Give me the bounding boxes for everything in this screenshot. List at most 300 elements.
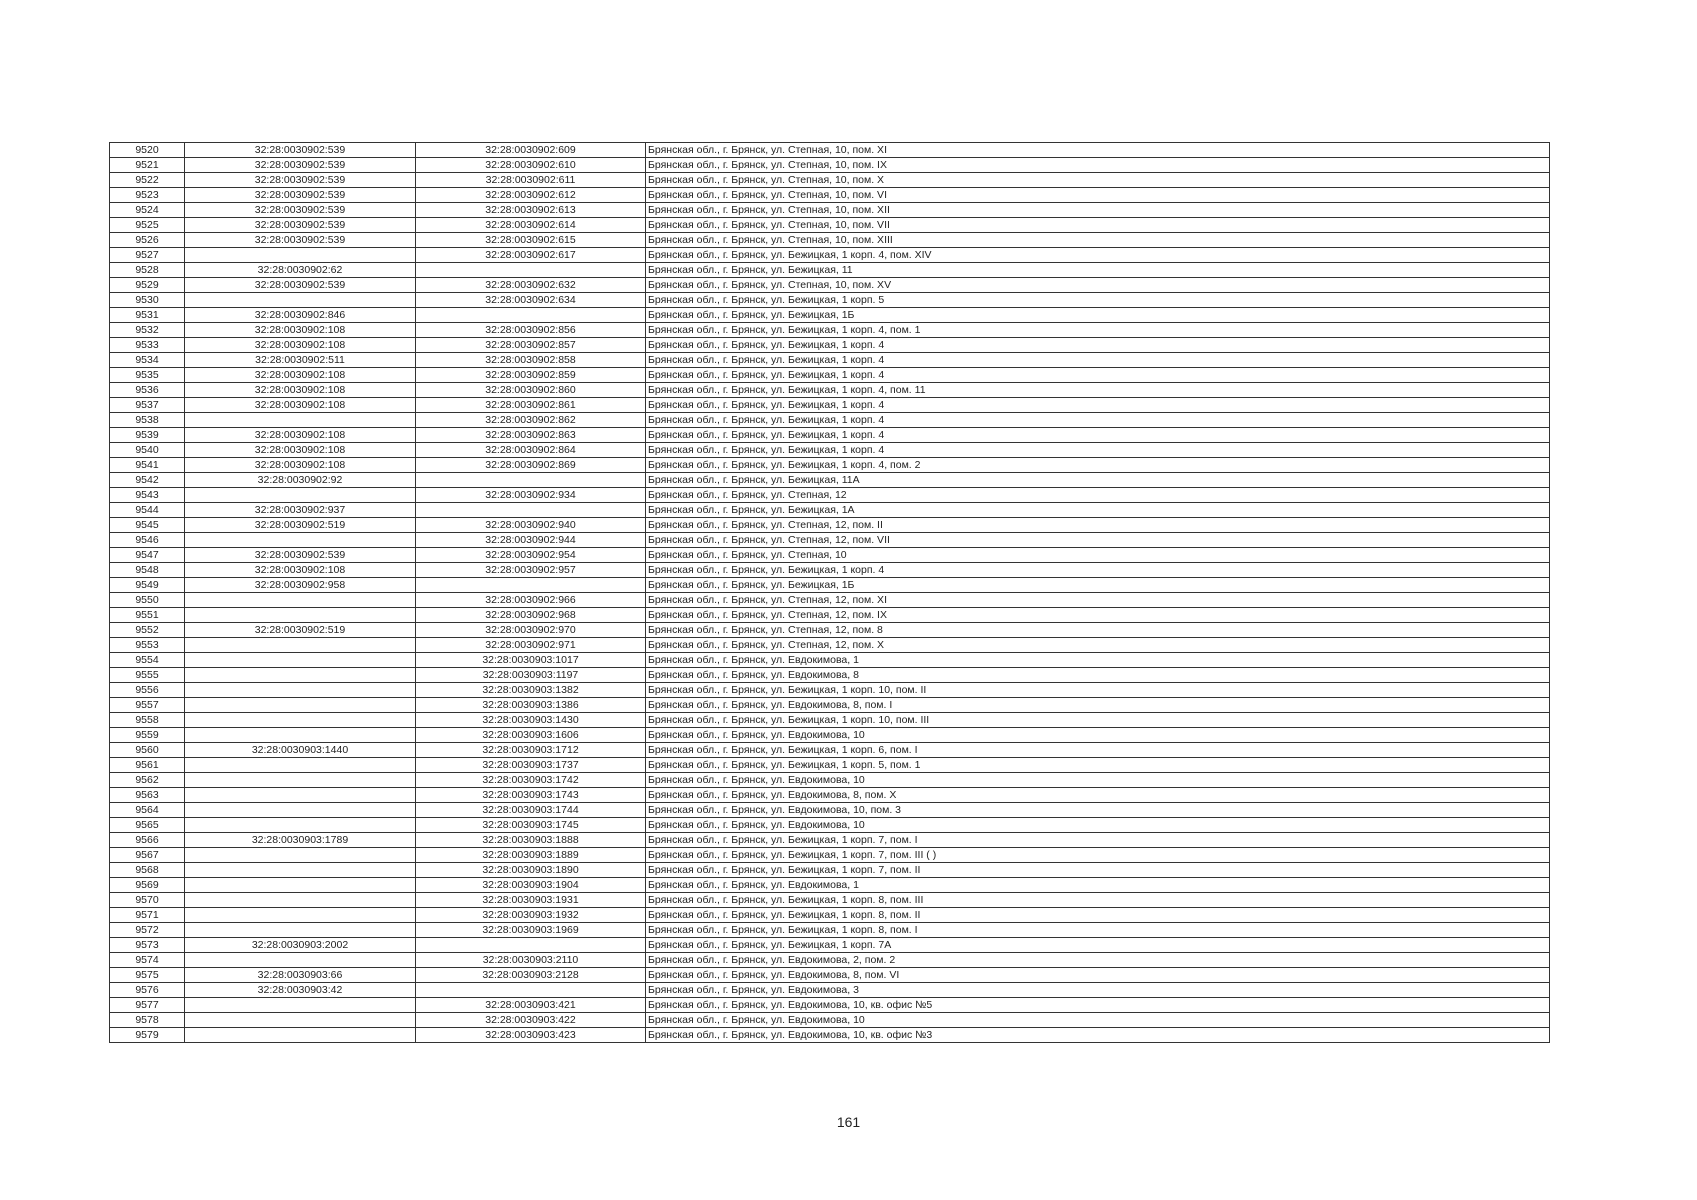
parent-cadastral-number-cell: 32:28:0030902:108 [185,563,416,578]
table-row [110,443,1550,458]
cadastral-number-cell: 32:28:0030903:1737 [416,758,646,773]
address-cell: Брянская обл., г. Брянск, ул. Бежицкая, 1 корп. 10, пом. II [646,683,1550,698]
parent-cadastral-number-cell: 32:28:0030903:1440 [185,743,416,758]
cadastral-number-cell: 32:28:0030903:1017 [416,653,646,668]
table-row [110,728,1550,743]
parent-cadastral-number-cell [185,728,416,743]
address-cell: Брянская обл., г. Брянск, ул. Степная, 10, пом. XIII [646,233,1550,248]
row-number-cell: 9571 [110,908,185,923]
cadastral-number-cell: 32:28:0030903:1712 [416,743,646,758]
parent-cadastral-number-cell: 32:28:0030902:846 [185,308,416,323]
cadastral-number-cell: 32:28:0030902:614 [416,218,646,233]
property-table [109,142,1550,1043]
address-cell: Брянская обл., г. Брянск, ул. Бежицкая, 1 корп. 5 [646,293,1550,308]
table-row [110,938,1550,953]
row-number-cell: 9522 [110,173,185,188]
table-row [110,413,1550,428]
table-row [110,698,1550,713]
address-cell: Брянская обл., г. Брянск, ул. Евдокимова, 2, пом. 2 [646,953,1550,968]
table-row [110,1013,1550,1028]
parent-cadastral-number-cell: 32:28:0030903:42 [185,983,416,998]
parent-cadastral-number-cell [185,908,416,923]
table-row [110,953,1550,968]
address-cell: Брянская обл., г. Брянск, ул. Бежицкая, 1 корп. 4 [646,443,1550,458]
cadastral-number-cell: 32:28:0030902:609 [416,143,646,158]
row-number-cell: 9574 [110,953,185,968]
parent-cadastral-number-cell: 32:28:0030902:539 [185,158,416,173]
table-row [110,1028,1550,1043]
row-number-cell: 9545 [110,518,185,533]
cadastral-number-cell [416,938,646,953]
parent-cadastral-number-cell: 32:28:0030903:1789 [185,833,416,848]
parent-cadastral-number-cell [185,848,416,863]
row-number-cell: 9526 [110,233,185,248]
table-row [110,878,1550,893]
address-cell: Брянская обл., г. Брянск, ул. Степная, 12, пом. IX [646,608,1550,623]
parent-cadastral-number-cell: 32:28:0030902:539 [185,548,416,563]
table-row [110,488,1550,503]
row-number-cell: 9570 [110,893,185,908]
row-number-cell: 9525 [110,218,185,233]
row-number-cell: 9549 [110,578,185,593]
table-row [110,638,1550,653]
table-row [110,563,1550,578]
parent-cadastral-number-cell [185,683,416,698]
table-row [110,548,1550,563]
address-cell: Брянская обл., г. Брянск, ул. Евдокимова, 10, кв. офис №5 [646,998,1550,1013]
cadastral-number-cell: 32:28:0030902:612 [416,188,646,203]
cadastral-number-cell [416,308,646,323]
row-number-cell: 9530 [110,293,185,308]
table-row [110,233,1550,248]
cadastral-number-cell: 32:28:0030902:615 [416,233,646,248]
row-number-cell: 9560 [110,743,185,758]
table-row [110,803,1550,818]
address-cell: Брянская обл., г. Брянск, ул. Евдокимова, 10, кв. офис №3 [646,1028,1550,1043]
cadastral-number-cell: 32:28:0030903:1197 [416,668,646,683]
row-number-cell: 9534 [110,353,185,368]
row-number-cell: 9533 [110,338,185,353]
row-number-cell: 9558 [110,713,185,728]
parent-cadastral-number-cell [185,713,416,728]
row-number-cell: 9541 [110,458,185,473]
table-row [110,653,1550,668]
table-row [110,743,1550,758]
cadastral-number-cell: 32:28:0030902:966 [416,593,646,608]
parent-cadastral-number-cell: 32:28:0030902:539 [185,203,416,218]
cadastral-number-cell: 32:28:0030902:968 [416,608,646,623]
address-cell: Брянская обл., г. Брянск, ул. Степная, 12, пом. X [646,638,1550,653]
cadastral-number-cell [416,263,646,278]
parent-cadastral-number-cell: 32:28:0030902:958 [185,578,416,593]
row-number-cell: 9540 [110,443,185,458]
cadastral-number-cell: 32:28:0030902:869 [416,458,646,473]
address-cell: Брянская обл., г. Брянск, ул. Степная, 12, пом. VII [646,533,1550,548]
row-number-cell: 9576 [110,983,185,998]
parent-cadastral-number-cell [185,293,416,308]
cadastral-number-cell: 32:28:0030903:422 [416,1013,646,1028]
row-number-cell: 9548 [110,563,185,578]
parent-cadastral-number-cell [185,818,416,833]
cadastral-number-cell: 32:28:0030902:856 [416,323,646,338]
address-cell: Брянская обл., г. Брянск, ул. Евдокимова, 1 [646,653,1550,668]
cadastral-number-cell [416,578,646,593]
row-number-cell: 9552 [110,623,185,638]
parent-cadastral-number-cell [185,668,416,683]
cadastral-number-cell: 32:28:0030903:1888 [416,833,646,848]
table-row [110,353,1550,368]
address-cell: Брянская обл., г. Брянск, ул. Бежицкая, 1 корп. 4, пом. 1 [646,323,1550,338]
cadastral-number-cell: 32:28:0030902:859 [416,368,646,383]
table-row [110,998,1550,1013]
parent-cadastral-number-cell: 32:28:0030902:108 [185,338,416,353]
row-number-cell: 9547 [110,548,185,563]
cadastral-number-cell: 32:28:0030902:613 [416,203,646,218]
cadastral-number-cell: 32:28:0030902:970 [416,623,646,638]
cadastral-number-cell: 32:28:0030903:423 [416,1028,646,1043]
table-row [110,473,1550,488]
row-number-cell: 9521 [110,158,185,173]
address-cell: Брянская обл., г. Брянск, ул. Евдокимова, 10 [646,773,1550,788]
parent-cadastral-number-cell: 32:28:0030902:539 [185,218,416,233]
table-row [110,908,1550,923]
cadastral-number-cell [416,503,646,518]
address-cell: Брянская обл., г. Брянск, ул. Евдокимова, 10 [646,728,1550,743]
address-cell: Брянская обл., г. Брянск, ул. Бежицкая, 1 корп. 4 [646,413,1550,428]
table-row [110,923,1550,938]
table-row [110,983,1550,998]
table-row [110,203,1550,218]
row-number-cell: 9569 [110,878,185,893]
address-cell: Брянская обл., г. Брянск, ул. Степная, 10 [646,548,1550,563]
row-number-cell: 9559 [110,728,185,743]
cadastral-number-cell: 32:28:0030902:957 [416,563,646,578]
row-number-cell: 9542 [110,473,185,488]
parent-cadastral-number-cell [185,533,416,548]
cadastral-number-cell [416,983,646,998]
parent-cadastral-number-cell [185,1013,416,1028]
cadastral-number-cell: 32:28:0030903:1744 [416,803,646,818]
table-row [110,893,1550,908]
parent-cadastral-number-cell [185,953,416,968]
address-cell: Брянская обл., г. Брянск, ул. Бежицкая, 1Б [646,308,1550,323]
table-row [110,668,1550,683]
address-cell: Брянская обл., г. Брянск, ул. Бежицкая, 1 корп. 5, пом. 1 [646,758,1550,773]
table-row [110,968,1550,983]
table-row [110,533,1550,548]
parent-cadastral-number-cell: 32:28:0030902:539 [185,233,416,248]
cadastral-number-cell: 32:28:0030903:1742 [416,773,646,788]
parent-cadastral-number-cell: 32:28:0030903:2002 [185,938,416,953]
cadastral-number-cell: 32:28:0030903:421 [416,998,646,1013]
parent-cadastral-number-cell [185,413,416,428]
cadastral-number-cell: 32:28:0030903:1743 [416,788,646,803]
parent-cadastral-number-cell: 32:28:0030902:937 [185,503,416,518]
address-cell: Брянская обл., г. Брянск, ул. Бежицкая, 1А [646,503,1550,518]
parent-cadastral-number-cell: 32:28:0030902:108 [185,368,416,383]
parent-cadastral-number-cell [185,923,416,938]
table-row [110,863,1550,878]
table-row [110,818,1550,833]
table-row [110,608,1550,623]
parent-cadastral-number-cell: 32:28:0030902:511 [185,353,416,368]
table-row [110,188,1550,203]
table-row [110,428,1550,443]
cadastral-number-cell: 32:28:0030902:944 [416,533,646,548]
address-cell: Брянская обл., г. Брянск, ул. Степная, 10, пом. X [646,173,1550,188]
row-number-cell: 9575 [110,968,185,983]
row-number-cell: 9527 [110,248,185,263]
parent-cadastral-number-cell [185,638,416,653]
address-cell: Брянская обл., г. Брянск, ул. Степная, 12 [646,488,1550,503]
cadastral-number-cell: 32:28:0030902:857 [416,338,646,353]
row-number-cell: 9523 [110,188,185,203]
row-number-cell: 9524 [110,203,185,218]
row-number-cell: 9565 [110,818,185,833]
address-cell: Брянская обл., г. Брянск, ул. Степная, 10, пом. VII [646,218,1550,233]
cadastral-number-cell: 32:28:0030902:860 [416,383,646,398]
row-number-cell: 9550 [110,593,185,608]
address-cell: Брянская обл., г. Брянск, ул. Бежицкая, 1 корп. 4 [646,428,1550,443]
row-number-cell: 9566 [110,833,185,848]
row-number-cell: 9567 [110,848,185,863]
cadastral-number-cell: 32:28:0030902:611 [416,173,646,188]
cadastral-number-cell: 32:28:0030902:861 [416,398,646,413]
row-number-cell: 9537 [110,398,185,413]
table-row [110,773,1550,788]
address-cell: Брянская обл., г. Брянск, ул. Бежицкая, 1 корп. 7, пом. II [646,863,1550,878]
table-row [110,683,1550,698]
cadastral-number-cell: 32:28:0030902:954 [416,548,646,563]
parent-cadastral-number-cell [185,653,416,668]
cadastral-number-cell: 32:28:0030903:1931 [416,893,646,908]
parent-cadastral-number-cell [185,248,416,263]
address-cell: Брянская обл., г. Брянск, ул. Степная, 12, пом. 8 [646,623,1550,638]
table-row [110,848,1550,863]
parent-cadastral-number-cell [185,773,416,788]
cadastral-number-cell: 32:28:0030903:1932 [416,908,646,923]
parent-cadastral-number-cell: 32:28:0030902:539 [185,173,416,188]
address-cell: Брянская обл., г. Брянск, ул. Бежицкая, 1 корп. 6, пом. I [646,743,1550,758]
row-number-cell: 9535 [110,368,185,383]
row-number-cell: 9572 [110,923,185,938]
table-row [110,458,1550,473]
row-number-cell: 9532 [110,323,185,338]
address-cell: Брянская обл., г. Брянск, ул. Евдокимова, 8, пом. I [646,698,1550,713]
parent-cadastral-number-cell [185,803,416,818]
address-cell: Брянская обл., г. Брянск, ул. Бежицкая, 1 корп. 8, пом. II [646,908,1550,923]
row-number-cell: 9556 [110,683,185,698]
address-cell: Брянская обл., г. Брянск, ул. Евдокимова, 8 [646,668,1550,683]
table-row [110,218,1550,233]
address-cell: Брянская обл., г. Брянск, ул. Бежицкая, 1 корп. 8, пом. I [646,923,1550,938]
table-row [110,593,1550,608]
parent-cadastral-number-cell: 32:28:0030902:108 [185,443,416,458]
parent-cadastral-number-cell [185,893,416,908]
table-row [110,503,1550,518]
parent-cadastral-number-cell [185,878,416,893]
parent-cadastral-number-cell: 32:28:0030902:108 [185,383,416,398]
cadastral-number-cell: 32:28:0030903:1904 [416,878,646,893]
cadastral-number-cell: 32:28:0030903:1890 [416,863,646,878]
row-number-cell: 9578 [110,1013,185,1028]
address-cell: Брянская обл., г. Брянск, ул. Евдокимова, 10, пом. 3 [646,803,1550,818]
table-row [110,758,1550,773]
row-number-cell: 9539 [110,428,185,443]
row-number-cell: 9579 [110,1028,185,1043]
table-row [110,518,1550,533]
cadastral-number-cell: 32:28:0030902:858 [416,353,646,368]
parent-cadastral-number-cell: 32:28:0030902:108 [185,428,416,443]
address-cell: Брянская обл., г. Брянск, ул. Бежицкая, 1Б [646,578,1550,593]
address-cell: Брянская обл., г. Брянск, ул. Бежицкая, 1 корп. 7А [646,938,1550,953]
parent-cadastral-number-cell: 32:28:0030902:539 [185,278,416,293]
address-cell: Брянская обл., г. Брянск, ул. Бежицкая, 1 корп. 8, пом. III [646,893,1550,908]
table-row [110,623,1550,638]
table-row [110,398,1550,413]
row-number-cell: 9577 [110,998,185,1013]
row-number-cell: 9536 [110,383,185,398]
cadastral-number-cell: 32:28:0030903:1745 [416,818,646,833]
parent-cadastral-number-cell: 32:28:0030902:108 [185,398,416,413]
table-row [110,338,1550,353]
cadastral-number-cell: 32:28:0030902:864 [416,443,646,458]
row-number-cell: 9544 [110,503,185,518]
cadastral-number-cell: 32:28:0030903:2128 [416,968,646,983]
address-cell: Брянская обл., г. Брянск, ул. Бежицкая, 1 корп. 4, пом. 2 [646,458,1550,473]
parent-cadastral-number-cell: 32:28:0030902:108 [185,458,416,473]
table-row [110,173,1550,188]
table-row [110,293,1550,308]
row-number-cell: 9528 [110,263,185,278]
parent-cadastral-number-cell: 32:28:0030902:62 [185,263,416,278]
address-cell: Брянская обл., г. Брянск, ул. Бежицкая, 1 корп. 7, пом. I [646,833,1550,848]
address-cell: Брянская обл., г. Брянск, ул. Степная, 10, пом. VI [646,188,1550,203]
address-cell: Брянская обл., г. Брянск, ул. Бежицкая, 1 корп. 4 [646,368,1550,383]
address-cell: Брянская обл., г. Брянск, ул. Степная, 10, пом. XII [646,203,1550,218]
address-cell: Брянская обл., г. Брянск, ул. Бежицкая, 1 корп. 4 [646,563,1550,578]
address-cell: Брянская обл., г. Брянск, ул. Бежицкая, 1 корп. 4 [646,338,1550,353]
address-cell: Брянская обл., г. Брянск, ул. Степная, 10, пом. XV [646,278,1550,293]
parent-cadastral-number-cell: 32:28:0030902:519 [185,518,416,533]
table-row [110,713,1550,728]
address-cell: Брянская обл., г. Брянск, ул. Евдокимова, 8, пом. VI [646,968,1550,983]
table-row [110,788,1550,803]
parent-cadastral-number-cell [185,608,416,623]
table-row [110,248,1550,263]
address-cell: Брянская обл., г. Брянск, ул. Евдокимова, 10 [646,818,1550,833]
cadastral-number-cell: 32:28:0030903:1969 [416,923,646,938]
parent-cadastral-number-cell [185,788,416,803]
row-number-cell: 9573 [110,938,185,953]
address-cell: Брянская обл., г. Брянск, ул. Евдокимова, 3 [646,983,1550,998]
row-number-cell: 9551 [110,608,185,623]
table-row [110,578,1550,593]
address-cell: Брянская обл., г. Брянск, ул. Евдокимова, 8, пом. X [646,788,1550,803]
address-cell: Брянская обл., г. Брянск, ул. Бежицкая, 1 корп. 7, пом. III ( ) [646,848,1550,863]
table-row [110,368,1550,383]
address-cell: Брянская обл., г. Брянск, ул. Бежицкая, 1 корп. 10, пом. III [646,713,1550,728]
table-row [110,308,1550,323]
cadastral-number-cell: 32:28:0030903:2110 [416,953,646,968]
address-cell: Брянская обл., г. Брянск, ул. Бежицкая, 1 корп. 4 [646,353,1550,368]
cadastral-number-cell: 32:28:0030902:934 [416,488,646,503]
address-cell: Брянская обл., г. Брянск, ул. Степная, 10, пом. IX [646,158,1550,173]
row-number-cell: 9543 [110,488,185,503]
parent-cadastral-number-cell [185,1028,416,1043]
row-number-cell: 9520 [110,143,185,158]
row-number-cell: 9531 [110,308,185,323]
table-row [110,323,1550,338]
cadastral-number-cell: 32:28:0030902:634 [416,293,646,308]
cadastral-number-cell [416,473,646,488]
parent-cadastral-number-cell [185,698,416,713]
page-number: 161 [836,1114,861,1130]
cadastral-number-cell: 32:28:0030903:1606 [416,728,646,743]
cadastral-number-cell: 32:28:0030903:1386 [416,698,646,713]
row-number-cell: 9538 [110,413,185,428]
address-cell: Брянская обл., г. Брянск, ул. Степная, 12, пом. XI [646,593,1550,608]
row-number-cell: 9563 [110,788,185,803]
parent-cadastral-number-cell: 32:28:0030903:66 [185,968,416,983]
table-row [110,143,1550,158]
cadastral-number-cell: 32:28:0030902:632 [416,278,646,293]
address-cell: Брянская обл., г. Брянск, ул. Бежицкая, 11А [646,473,1550,488]
cadastral-number-cell: 32:28:0030903:1430 [416,713,646,728]
table-body [110,143,1550,1043]
parent-cadastral-number-cell: 32:28:0030902:519 [185,623,416,638]
address-cell: Брянская обл., г. Брянск, ул. Евдокимова, 1 [646,878,1550,893]
address-cell: Брянская обл., г. Брянск, ул. Бежицкая, 1 корп. 4 [646,398,1550,413]
cadastral-number-cell: 32:28:0030902:940 [416,518,646,533]
address-cell: Брянская обл., г. Брянск, ул. Бежицкая, 1 корп. 4, пом. 11 [646,383,1550,398]
row-number-cell: 9546 [110,533,185,548]
row-number-cell: 9562 [110,773,185,788]
row-number-cell: 9553 [110,638,185,653]
row-number-cell: 9554 [110,653,185,668]
cadastral-number-cell: 32:28:0030902:862 [416,413,646,428]
cadastral-number-cell: 32:28:0030903:1889 [416,848,646,863]
address-cell: Брянская обл., г. Брянск, ул. Бежицкая, 1 корп. 4, пом. XIV [646,248,1550,263]
row-number-cell: 9568 [110,863,185,878]
parent-cadastral-number-cell: 32:28:0030902:108 [185,323,416,338]
address-cell: Брянская обл., г. Брянск, ул. Евдокимова, 10 [646,1013,1550,1028]
table-row [110,158,1550,173]
address-cell: Брянская обл., г. Брянск, ул. Степная, 10, пом. XI [646,143,1550,158]
table-row [110,263,1550,278]
table-row [110,833,1550,848]
row-number-cell: 9557 [110,698,185,713]
parent-cadastral-number-cell [185,863,416,878]
parent-cadastral-number-cell: 32:28:0030902:539 [185,143,416,158]
table-row [110,383,1550,398]
cadastral-number-cell: 32:28:0030902:863 [416,428,646,443]
row-number-cell: 9555 [110,668,185,683]
row-number-cell: 9529 [110,278,185,293]
parent-cadastral-number-cell: 32:28:0030902:539 [185,188,416,203]
cadastral-number-cell: 32:28:0030902:971 [416,638,646,653]
cadastral-number-cell: 32:28:0030902:610 [416,158,646,173]
parent-cadastral-number-cell: 32:28:0030902:92 [185,473,416,488]
parent-cadastral-number-cell [185,488,416,503]
row-number-cell: 9564 [110,803,185,818]
parent-cadastral-number-cell [185,998,416,1013]
row-number-cell: 9561 [110,758,185,773]
parent-cadastral-number-cell [185,593,416,608]
cadastral-number-cell: 32:28:0030902:617 [416,248,646,263]
address-cell: Брянская обл., г. Брянск, ул. Бежицкая, 11 [646,263,1550,278]
cadastral-number-cell: 32:28:0030903:1382 [416,683,646,698]
